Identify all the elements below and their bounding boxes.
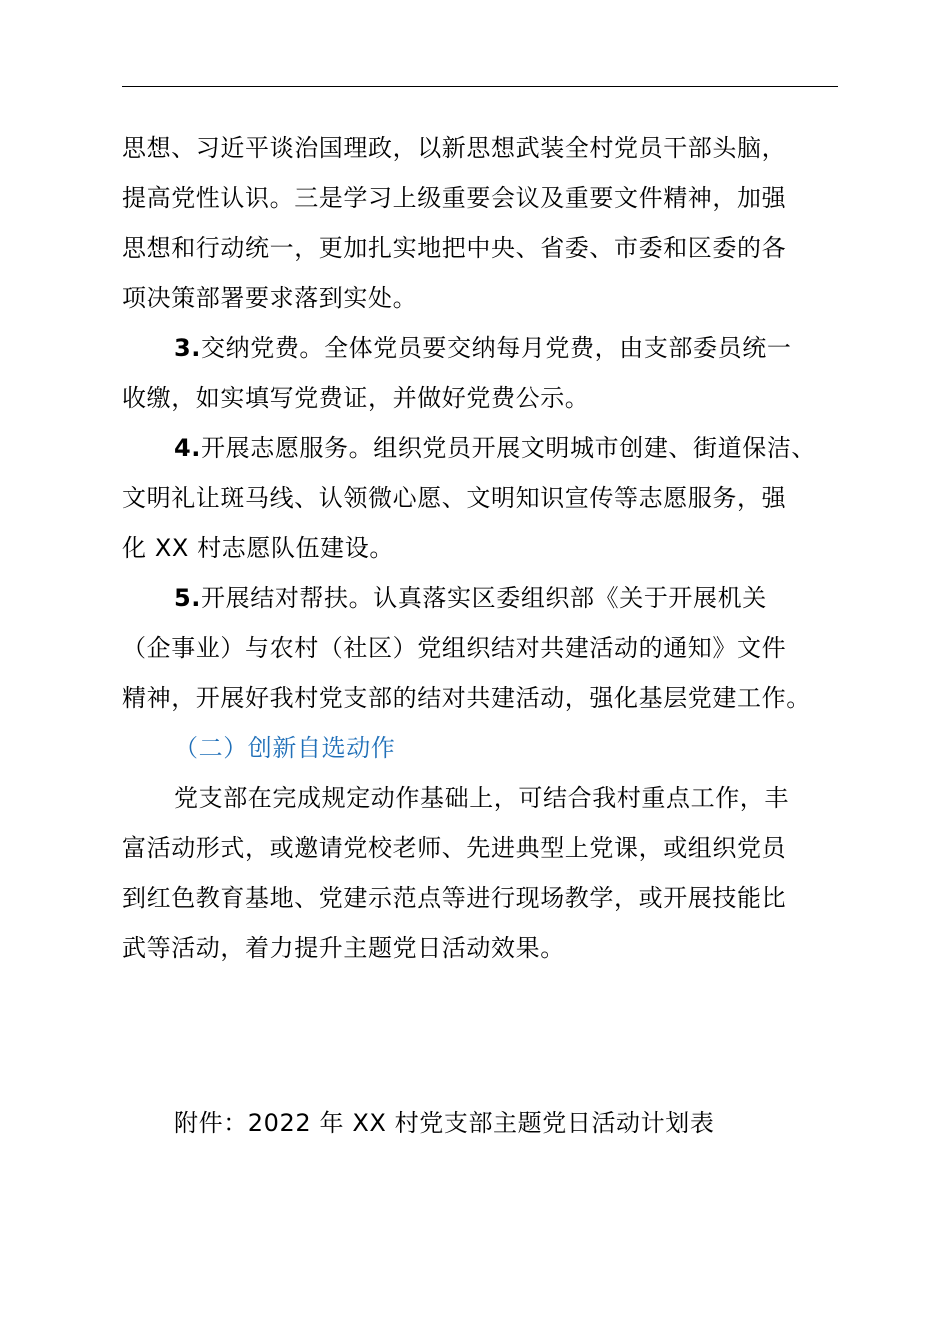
section-heading (122, 723, 842, 773)
text-line: 到红色教育基地、党建示范点等进行现场教学，或开展技能比 (122, 884, 787, 912)
attachment-note (122, 1098, 842, 1148)
text-line: 开展结对帮扶。认真落实区委组织部《关于开展机关 (201, 584, 767, 612)
text-line: 提高党性认识。三是学习上级重要会议及重要文件精神，加强 (122, 184, 787, 212)
header-rule (122, 86, 838, 87)
document-body (122, 123, 842, 1148)
text-line: 思想、习近平谈治国理政，以新思想武装全村党员干部头脑， (122, 134, 787, 162)
text-line: （企事业）与农村（社区）党组织结对共建活动的通知》文件 (122, 634, 787, 662)
paragraph-paired-assistance (122, 573, 842, 723)
text-line: 开展志愿服务。组织党员开展文明城市创建、街道保洁、 (201, 434, 817, 462)
paragraph-party-dues (122, 323, 842, 423)
text-line: 化 XX 村志愿队伍建设。 (122, 534, 394, 562)
text-line: 交纳党费。全体党员要交纳每月党费，由支部委员统一 (201, 334, 792, 362)
item-number: 5. (174, 584, 202, 612)
text-line: 收缴，如实填写党费证，并做好党费公示。 (122, 384, 590, 412)
section-heading-text: （二）创新自选动作 (174, 734, 396, 762)
text-line: 思想和行动统一，更加扎实地把中央、省委、市委和区委的各 (122, 234, 787, 262)
paragraph-optional-actions (122, 773, 842, 973)
text-line: 党支部在完成规定动作基础上，可结合我村重点工作，丰 (174, 784, 789, 812)
item-number: 3. (174, 334, 202, 362)
text-line: 精神，开展好我村党支部的结对共建活动，强化基层党建工作。 (122, 684, 811, 712)
text-line: 富活动形式，或邀请党校老师、先进典型上党课，或组织党员 (122, 834, 787, 862)
attachment-text: 附件：2022 年 XX 村党支部主题党日活动计划表 (174, 1109, 715, 1137)
paragraph-study-continued (122, 123, 842, 323)
text-line: 项决策部署要求落到实处。 (122, 284, 418, 312)
text-line: 武等活动，着力提升主题党日活动效果。 (122, 934, 565, 962)
text-line: 文明礼让斑马线、认领微心愿、文明知识宣传等志愿服务，强 (122, 484, 787, 512)
item-number: 4. (174, 434, 202, 462)
paragraph-volunteer-service (122, 423, 842, 573)
